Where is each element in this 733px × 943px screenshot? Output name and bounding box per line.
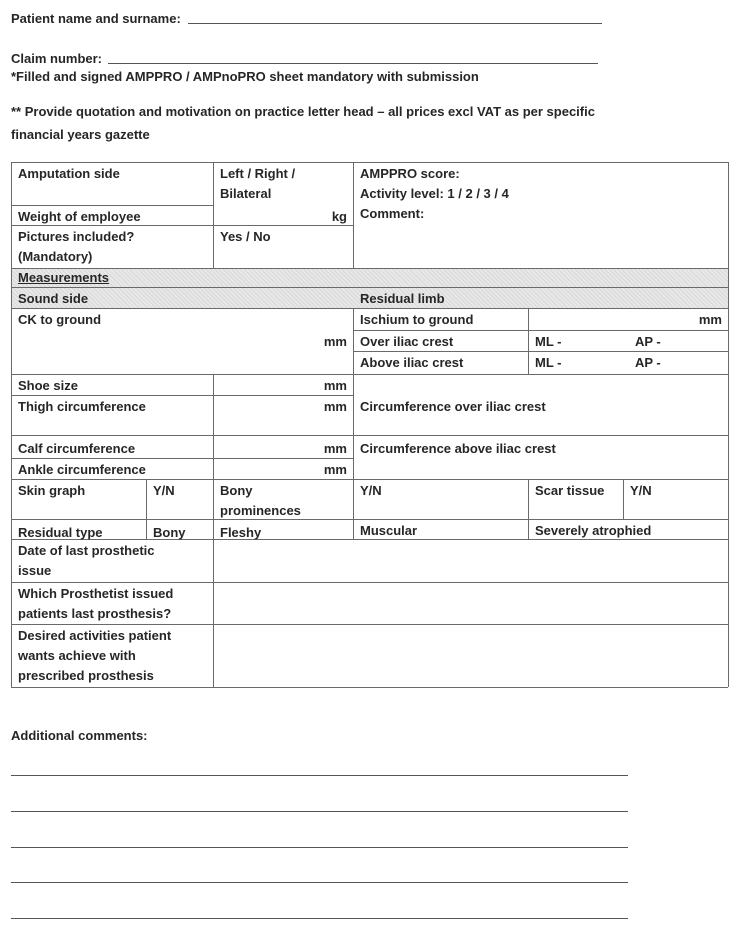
circumference-over-iliac-label: Circumference over iliac crest bbox=[360, 399, 546, 414]
ankle-circumference-label: Ankle circumference bbox=[18, 462, 146, 477]
residual-type-atrophied[interactable]: Severely atrophied bbox=[535, 523, 652, 538]
skin-graph-label: Skin graph bbox=[18, 483, 86, 498]
comment-line-3[interactable] bbox=[11, 847, 628, 848]
skin-graph-yn[interactable]: Y/N bbox=[153, 483, 175, 498]
ck-to-ground-label: CK to ground bbox=[18, 312, 102, 327]
bony-prominences-label: Bony prominences bbox=[220, 483, 301, 518]
shoe-size-unit[interactable]: mm bbox=[323, 378, 347, 393]
claim-number-field[interactable] bbox=[108, 63, 598, 64]
submission-note: *Filled and signed AMPPRO / AMPnoPRO sheet mandatory with submission bbox=[11, 69, 479, 84]
above-iliac-crest-label: Above iliac crest bbox=[360, 355, 464, 370]
shoe-size-label: Shoe size bbox=[18, 378, 78, 393]
quotation-note-line1: ** Provide quotation and motivation on practice letter head – all prices excl VAT as per specific bbox=[11, 104, 595, 119]
additional-comments-label: Additional comments: bbox=[11, 728, 148, 743]
measurements-heading: Measurements bbox=[18, 270, 110, 285]
comment-line-1[interactable] bbox=[11, 775, 628, 776]
desired-activities-field[interactable] bbox=[213, 624, 728, 687]
residual-type-label: Residual type bbox=[18, 525, 103, 540]
residual-type-bony[interactable]: Bony bbox=[153, 525, 186, 540]
circumference-above-iliac-label: Circumference above iliac crest bbox=[360, 441, 556, 456]
residual-type-muscular[interactable]: Muscular bbox=[360, 523, 418, 538]
amputation-side-label: Amputation side bbox=[18, 166, 120, 181]
ischium-to-ground-label: Ischium to ground bbox=[360, 312, 474, 327]
ischium-to-ground-unit[interactable]: mm bbox=[698, 312, 722, 327]
amputation-side-options[interactable]: Left / Right / Bilateral bbox=[220, 166, 296, 201]
claim-number-label: Claim number: bbox=[11, 51, 103, 66]
over-iliac-crest-label: Over iliac crest bbox=[360, 334, 454, 349]
above-iliac-ml[interactable]: ML - bbox=[535, 355, 562, 370]
which-prosthetist-field[interactable] bbox=[213, 582, 728, 624]
residual-type-fleshy[interactable]: Fleshy bbox=[220, 525, 262, 540]
bony-prominences-yn[interactable]: Y/N bbox=[360, 483, 382, 498]
comment-label: Comment: bbox=[360, 206, 425, 221]
date-last-issue-label: Date of last prosthetic issue bbox=[18, 543, 155, 578]
above-iliac-ap[interactable]: AP - bbox=[635, 355, 661, 370]
amppro-score-label: AMPPRO score: bbox=[360, 166, 460, 181]
which-prosthetist-label: Which Prosthetist issued patients last prosthesis? bbox=[18, 586, 174, 621]
sound-side-heading: Sound side bbox=[18, 291, 89, 306]
ankle-circumference-unit[interactable]: mm bbox=[323, 462, 347, 477]
comment-line-5[interactable] bbox=[11, 918, 628, 919]
thigh-circumference-label: Thigh circumference bbox=[18, 399, 146, 414]
scar-tissue-label: Scar tissue bbox=[535, 483, 605, 498]
over-iliac-ap[interactable]: AP - bbox=[635, 334, 661, 349]
weight-unit[interactable]: kg bbox=[331, 209, 347, 224]
calf-circumference-label: Calf circumference bbox=[18, 441, 136, 456]
assessment-form-table bbox=[11, 162, 728, 687]
patient-name-label: Patient name and surname: bbox=[11, 11, 181, 26]
pictures-label: Pictures included? (Mandatory) bbox=[18, 229, 135, 264]
over-iliac-ml[interactable]: ML - bbox=[535, 334, 562, 349]
date-last-issue-field[interactable] bbox=[213, 539, 728, 582]
comment-line-2[interactable] bbox=[11, 811, 628, 812]
weight-label: Weight of employee bbox=[18, 209, 141, 224]
quotation-note-line2: financial years gazette bbox=[11, 127, 150, 142]
comment-line-4[interactable] bbox=[11, 882, 628, 883]
calf-circumference-unit[interactable]: mm bbox=[323, 441, 347, 456]
ck-to-ground-unit[interactable]: mm bbox=[323, 334, 347, 349]
pictures-yes-no[interactable]: Yes / No bbox=[220, 229, 271, 244]
patient-name-field[interactable] bbox=[188, 23, 602, 24]
activity-level-label: Activity level: 1 / 2 / 3 / 4 bbox=[360, 186, 509, 201]
thigh-circumference-unit[interactable]: mm bbox=[323, 399, 347, 414]
scar-tissue-yn[interactable]: Y/N bbox=[630, 483, 652, 498]
residual-limb-heading: Residual limb bbox=[360, 291, 445, 306]
desired-activities-label: Desired activities patient wants achieve with prescribed prosthesis bbox=[18, 628, 172, 683]
amppro-score-block[interactable] bbox=[353, 162, 728, 224]
